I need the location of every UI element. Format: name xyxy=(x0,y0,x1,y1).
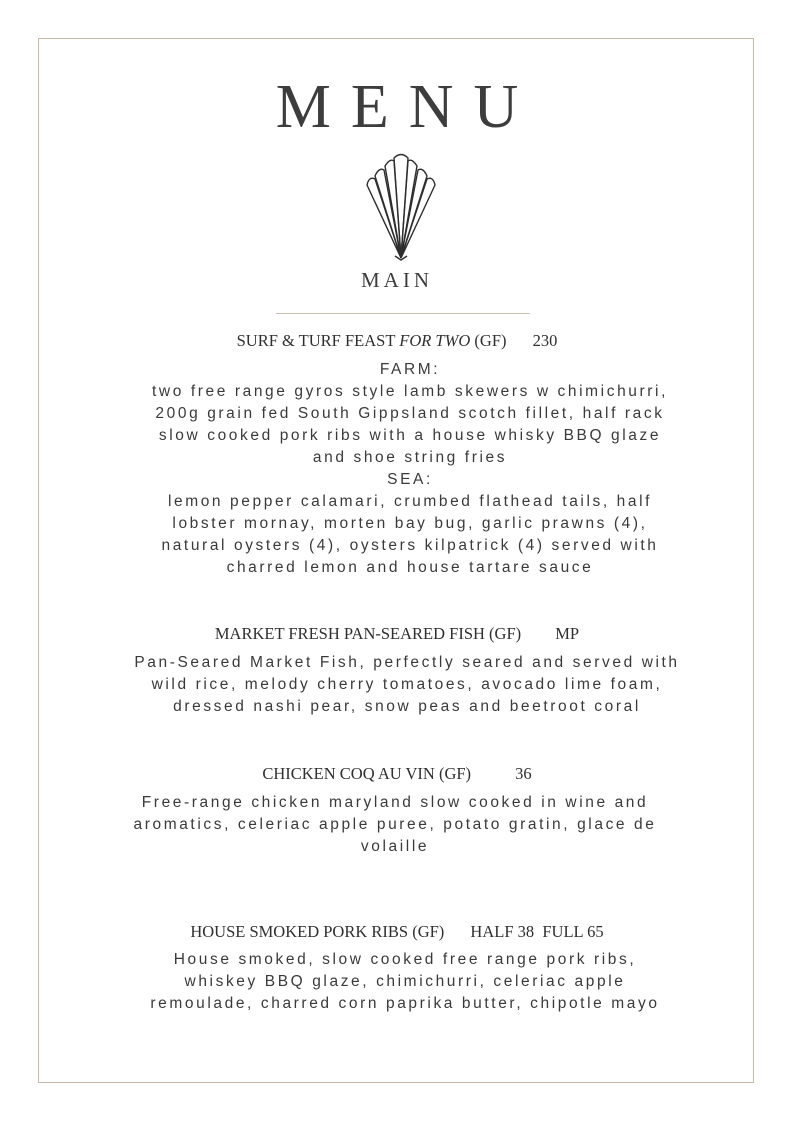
dish-name: MARKET FRESH PAN-SEARED FISH (GF) xyxy=(214,624,522,643)
description-line: natural oysters (4), oysters kilpatrick (4) served with xyxy=(161,537,659,554)
dish-description xyxy=(95,949,715,1015)
description-line: FARM: xyxy=(379,361,441,378)
dish-name: CHICKEN COQ AU VIN (GF) xyxy=(262,764,472,783)
shell-icon xyxy=(361,152,441,264)
description-line: SEA: xyxy=(387,471,433,488)
description-line: charred lemon and house tartare sauce xyxy=(226,559,594,576)
dish-title xyxy=(0,624,794,644)
description-line: and shoe string fries xyxy=(312,449,508,466)
dish-name: HOUSE SMOKED PORK RIBS (GF) xyxy=(190,922,445,941)
description-line: whiskey BBQ glaze, chimichurri, celeriac apple xyxy=(184,973,626,990)
dish-title xyxy=(0,331,794,351)
description-line: volaille xyxy=(360,838,430,855)
description-line: lobster mornay, morten bay bug, garlic prawns (4), xyxy=(172,515,648,532)
description-line: slow cooked pork ribs with a house whisky BBQ glaze xyxy=(158,427,662,444)
description-line: remoulade, charred corn paprika butter, chipotle mayo xyxy=(150,995,660,1012)
description-line: House smoked, slow cooked free range pork ribs, xyxy=(173,951,637,968)
dish-price: 230 xyxy=(532,331,558,350)
dish-price: HALF 38 FULL 65 xyxy=(470,922,604,941)
dish-description xyxy=(87,652,727,718)
description-line: lemon pepper calamari, crumbed flathead tails, half xyxy=(167,493,653,510)
dish-tag: (GF) xyxy=(474,331,507,350)
description-line: dressed nashi pear, snow peas and beetroot coral xyxy=(173,698,641,715)
section-heading: MAIN xyxy=(361,268,433,292)
dish-name: SURF & TURF FEAST xyxy=(236,331,396,350)
dish-name-italic: FOR TWO xyxy=(399,331,471,350)
description-line: Pan-Seared Market Fish, perfectly seared and served with xyxy=(134,654,680,671)
menu-title: MENU xyxy=(275,73,539,141)
dish-price: MP xyxy=(555,624,580,643)
dish-description xyxy=(80,792,710,858)
description-line: 200g grain fed South Gippsland scotch fillet, half rack xyxy=(155,405,665,422)
description-line: Free-range chicken maryland slow cooked in wine and xyxy=(141,794,649,811)
dish-title xyxy=(0,922,794,942)
dish-price: 36 xyxy=(515,764,532,783)
section-divider xyxy=(276,313,530,314)
dish-title xyxy=(0,764,794,784)
description-line: two free range gyros style lamb skewers w chimichurri, xyxy=(152,383,668,400)
dish-description xyxy=(100,359,720,579)
description-line: wild rice, melody cherry tomatoes, avocado lime foam, xyxy=(151,676,663,693)
description-line: aromatics, celeriac apple puree, potato gratin, glace de xyxy=(133,816,657,833)
